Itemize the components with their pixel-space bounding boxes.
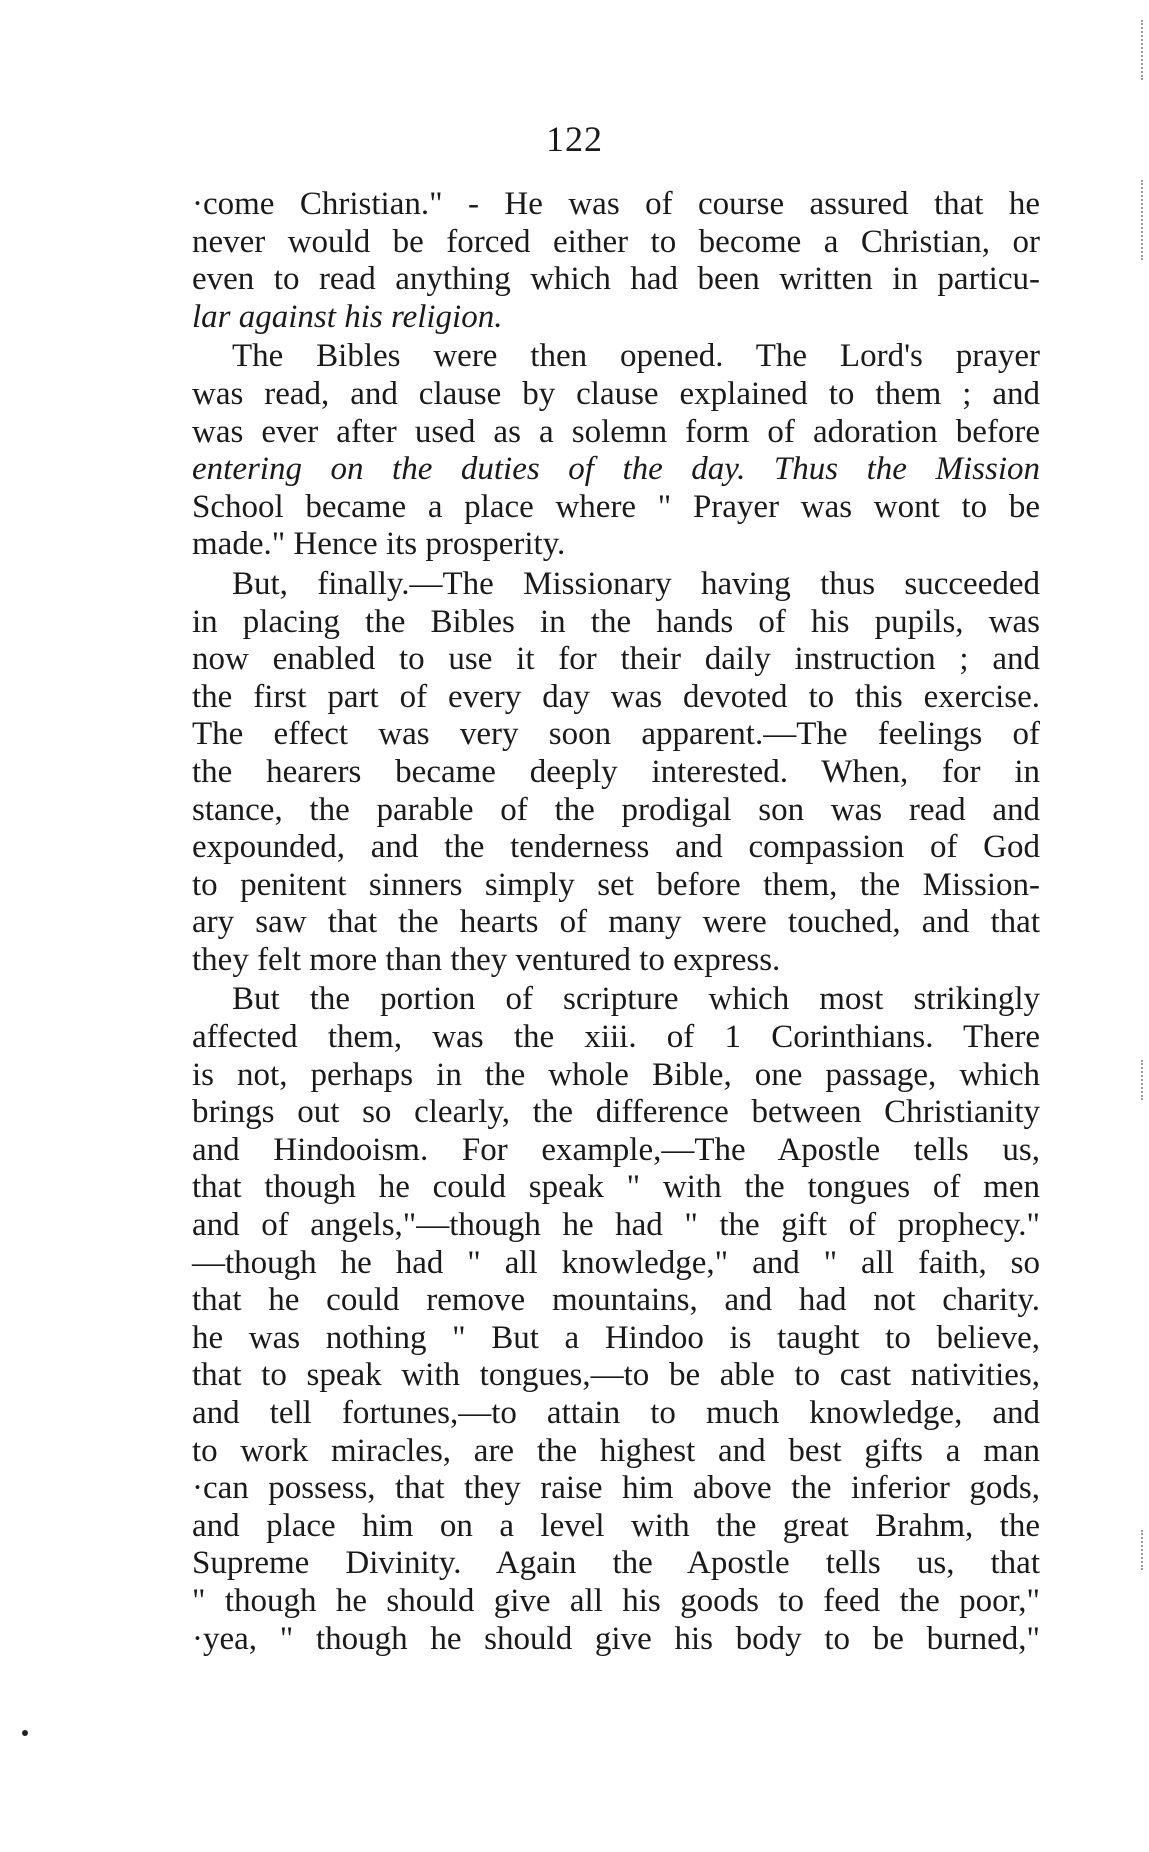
text-line: is not, perhaps in the whole Bible, one passage, which: [192, 1056, 1040, 1093]
text-line: The Bibles were then opened. The Lord's prayer: [232, 338, 1040, 375]
text-line: to penitent sinners simply set before them, the Mission-: [192, 866, 1040, 903]
text-line: expounded, and the tenderness and compassion of God: [192, 829, 1040, 866]
text-line: " though he should give all his goods to feed the poor,": [192, 1582, 1040, 1619]
text-line: But the portion of scripture which most strikingly: [232, 981, 1040, 1018]
text-line: and of angels,"—though he had " the gift of prophecy.": [192, 1207, 1040, 1244]
text-line: they felt more than they ventured to express.: [192, 941, 781, 978]
paragraph: [192, 566, 1040, 980]
text-line: affected them, was the xiii. of 1 Corinthians. There: [192, 1019, 1040, 1056]
text-line: never would be forced either to become a Christian, or: [192, 223, 1040, 260]
scan-edge-mark: [1140, 20, 1143, 80]
text-line: stance, the parable of the prodigal son was read and: [192, 791, 1040, 828]
text-line: lar against his religion.: [192, 298, 503, 335]
text-line: to work miracles, are the highest and best gifts a man: [192, 1432, 1040, 1469]
text-line: —though he had " all knowledge," and " all faith, so: [192, 1244, 1040, 1281]
paragraph: [192, 186, 1040, 336]
page-number: 122: [546, 119, 603, 159]
scan-edge-mark: [1140, 1530, 1143, 1570]
text-line: ary saw that the hearts of many were touched, and that: [192, 904, 1040, 941]
text-line: that though he could speak " with the tongues of men: [192, 1169, 1040, 1206]
body-text: [192, 186, 1040, 1658]
text-line: ·come Christian." - He was of course assured that he: [192, 186, 1040, 222]
text-line: The effect was very soon apparent.—The feelings of: [192, 716, 1040, 753]
text-line: and place him on a level with the great Brahm, the: [192, 1507, 1040, 1544]
text-line: ·yea, " though he should give his body to be burned,": [192, 1620, 1040, 1657]
text-line: the first part of every day was devoted to this exercise.: [192, 678, 1040, 715]
text-line: ·can possess, that they raise him above the inferior gods,: [192, 1470, 1040, 1507]
text-line: in placing the Bibles in the hands of his pupils, was: [192, 603, 1040, 640]
scan-edge-mark: [1140, 180, 1143, 260]
text-line: that he could remove mountains, and had not charity.: [192, 1282, 1040, 1319]
text-line: But, finally.—The Missionary having thus succeeded: [232, 565, 1040, 602]
text-line: was read, and clause by clause explained to them ; and: [192, 375, 1040, 412]
text-line: Supreme Divinity. Again the Apostle tells us, that: [192, 1545, 1040, 1582]
text-line: made." Hence its prosperity.: [192, 526, 566, 563]
paragraph: [192, 981, 1040, 1658]
text-line: the hearers became deeply interested. When, for in: [192, 753, 1040, 790]
text-line: School became a place where " Prayer was wont to be: [192, 488, 1040, 525]
text-line: and Hindooism. For example,—The Apostle tells us,: [192, 1131, 1040, 1168]
text-line: that to speak with tongues,—to be able to cast nativities,: [192, 1357, 1040, 1394]
text-line: entering on the duties of the day. Thus the Mission: [192, 451, 1040, 488]
paragraph: [192, 338, 1040, 564]
text-line: even to read anything which had been written in particu-: [192, 261, 1040, 298]
text-line: brings out so clearly, the difference between Christianity: [192, 1094, 1040, 1131]
text-line: he was nothing " But a Hindoo is taught to believe,: [192, 1319, 1040, 1356]
text-line: was ever after used as a solemn form of adoration before: [192, 413, 1040, 450]
text-line: now enabled to use it for their daily instruction ; and: [192, 641, 1040, 678]
scan-speck: [22, 1730, 28, 1736]
scan-edge-mark: [1140, 1060, 1143, 1100]
text-line: and tell fortunes,—to attain to much knowledge, and: [192, 1395, 1040, 1431]
